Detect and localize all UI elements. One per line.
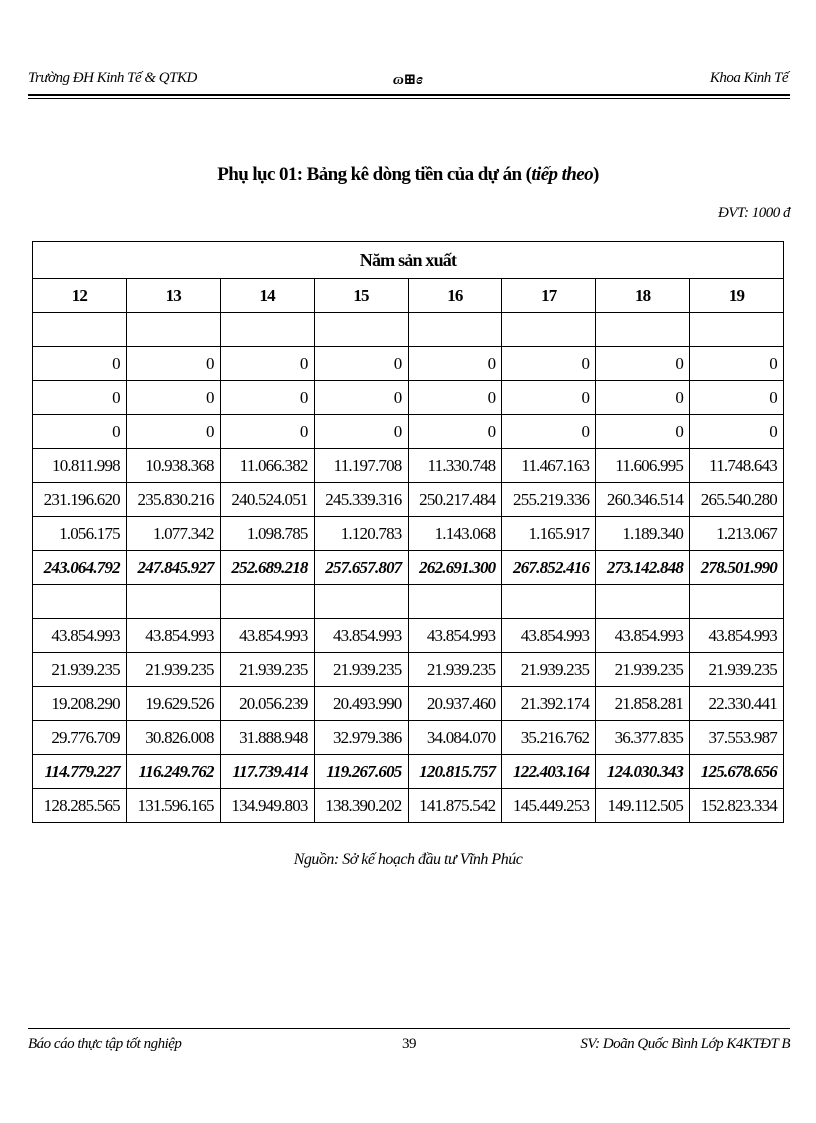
table-cell: 124.030.343 — [596, 755, 690, 789]
unit-label: ĐVT: 1000 đ — [717, 205, 790, 221]
table-cell: 0 — [314, 347, 408, 381]
cash-flow-table — [32, 241, 784, 823]
table-cell — [596, 313, 690, 347]
table-cell: 240.524.051 — [220, 483, 314, 517]
year-header: 18 — [596, 279, 690, 313]
table-cell: 0 — [690, 415, 784, 449]
table-cell: 19.208.290 — [33, 687, 127, 721]
table-cell: 250.217.484 — [408, 483, 502, 517]
table-cell: 257.657.807 — [314, 551, 408, 585]
table-cell: 260.346.514 — [596, 483, 690, 517]
table-cell: 278.501.990 — [690, 551, 784, 585]
page-number: 39 — [402, 1036, 416, 1052]
footer-report: Báo cáo thực tập tốt nghiệp — [28, 1036, 182, 1052]
table-cell: 30.826.008 — [126, 721, 220, 755]
table-cell: 120.815.757 — [408, 755, 502, 789]
table-cell — [33, 585, 127, 619]
table-cell: 11.606.995 — [596, 449, 690, 483]
table-cell: 20.493.990 — [314, 687, 408, 721]
table-cell: 21.939.235 — [596, 653, 690, 687]
table-cell — [502, 313, 596, 347]
table-cell — [690, 585, 784, 619]
table-cell: 20.937.460 — [408, 687, 502, 721]
title-italic: tiếp theo — [531, 164, 593, 185]
table-cell: 0 — [220, 347, 314, 381]
table-row — [33, 721, 784, 755]
table-cell: 141.875.542 — [408, 789, 502, 823]
table-cell: 0 — [596, 347, 690, 381]
table-cell: 1.056.175 — [33, 517, 127, 551]
table-row — [33, 415, 784, 449]
year-header: 12 — [33, 279, 127, 313]
year-header: 16 — [408, 279, 502, 313]
table-cell: 11.330.748 — [408, 449, 502, 483]
table-row — [33, 449, 784, 483]
table-row — [33, 585, 784, 619]
table-cell: 21.939.235 — [502, 653, 596, 687]
table-cell: 36.377.835 — [596, 721, 690, 755]
table-cell: 31.888.948 — [220, 721, 314, 755]
table-cell — [33, 313, 127, 347]
table-cell — [314, 313, 408, 347]
year-header: 13 — [126, 279, 220, 313]
table-cell: 0 — [502, 347, 596, 381]
table-cell: 122.403.164 — [502, 755, 596, 789]
table-cell: 1.189.340 — [596, 517, 690, 551]
table-cell — [596, 585, 690, 619]
table-cell: 125.678.656 — [690, 755, 784, 789]
table-cell: 273.142.848 — [596, 551, 690, 585]
table-cell: 134.949.803 — [220, 789, 314, 823]
source-note: Nguồn: Sở kế hoạch đầu tư Vĩnh Phúc — [293, 851, 523, 868]
footer-rule — [28, 1028, 790, 1029]
table-cell: 0 — [33, 415, 127, 449]
appendix-title — [0, 164, 816, 186]
table-cell — [220, 585, 314, 619]
table-cell: 43.854.993 — [220, 619, 314, 653]
table-cell: 43.854.993 — [690, 619, 784, 653]
table-cell: 1.213.067 — [690, 517, 784, 551]
table-cell: 262.691.300 — [408, 551, 502, 585]
table-cell: 231.196.620 — [33, 483, 127, 517]
table-cell: 21.939.235 — [690, 653, 784, 687]
table-cell: 145.449.253 — [502, 789, 596, 823]
table-cell — [126, 585, 220, 619]
table-cell: 0 — [126, 415, 220, 449]
table-cell — [408, 585, 502, 619]
table-cell: 43.854.993 — [126, 619, 220, 653]
table-cell — [314, 585, 408, 619]
table-cell — [126, 313, 220, 347]
table-cell: 0 — [690, 347, 784, 381]
table-cell: 32.979.386 — [314, 721, 408, 755]
table-cell: 11.197.708 — [314, 449, 408, 483]
table-cell: 1.120.783 — [314, 517, 408, 551]
table-cell: 245.339.316 — [314, 483, 408, 517]
table-cell: 267.852.416 — [502, 551, 596, 585]
table-cell: 0 — [33, 381, 127, 415]
title-close: ) — [592, 164, 599, 185]
table-cell: 247.845.927 — [126, 551, 220, 585]
table-cell: 43.854.993 — [408, 619, 502, 653]
table-cell: 21.939.235 — [314, 653, 408, 687]
table-cell: 19.629.526 — [126, 687, 220, 721]
table-cell — [220, 313, 314, 347]
table-cell: 43.854.993 — [33, 619, 127, 653]
table-cell — [690, 313, 784, 347]
table-cell: 138.390.202 — [314, 789, 408, 823]
table-cell: 0 — [502, 381, 596, 415]
year-header: 15 — [314, 279, 408, 313]
table-cell: 21.858.281 — [596, 687, 690, 721]
table-cell: 34.084.070 — [408, 721, 502, 755]
table-cell: 119.267.605 — [314, 755, 408, 789]
table-cell: 149.112.505 — [596, 789, 690, 823]
table-cell: 116.249.762 — [126, 755, 220, 789]
table-cell: 43.854.993 — [596, 619, 690, 653]
table-cell: 265.540.280 — [690, 483, 784, 517]
year-header: 14 — [220, 279, 314, 313]
table-cell: 21.939.235 — [220, 653, 314, 687]
table-cell: 29.776.709 — [33, 721, 127, 755]
table-cell: 21.392.174 — [502, 687, 596, 721]
table-cell: 43.854.993 — [502, 619, 596, 653]
table-cell: 0 — [596, 381, 690, 415]
table-cell: 0 — [314, 415, 408, 449]
table-cell: 117.739.414 — [220, 755, 314, 789]
table-cell: 152.823.334 — [690, 789, 784, 823]
table-cell: 11.748.643 — [690, 449, 784, 483]
header-faculty: Khoa Kinh Tế — [709, 70, 788, 86]
table-cell: 0 — [408, 347, 502, 381]
page-header — [28, 68, 788, 92]
header-rule-thin — [28, 98, 790, 99]
table-cell: 131.596.165 — [126, 789, 220, 823]
table-cell: 0 — [314, 381, 408, 415]
table-cell: 1.077.342 — [126, 517, 220, 551]
table-row — [33, 619, 784, 653]
table-cell: 0 — [690, 381, 784, 415]
table-cell: 22.330.441 — [690, 687, 784, 721]
table-cell: 252.689.218 — [220, 551, 314, 585]
group-header-row — [33, 242, 784, 279]
table-row — [33, 789, 784, 823]
table-cell: 128.285.565 — [33, 789, 127, 823]
table-row — [33, 381, 784, 415]
header-rule-thick — [28, 94, 790, 96]
production-year-header: Năm sản xuất — [33, 242, 784, 279]
table-row — [33, 313, 784, 347]
total-row — [33, 551, 784, 585]
table-cell: 0 — [220, 415, 314, 449]
table-cell: 1.098.785 — [220, 517, 314, 551]
table-cell: 0 — [502, 415, 596, 449]
table-row — [33, 517, 784, 551]
table-cell: 0 — [33, 347, 127, 381]
table-cell: 43.854.993 — [314, 619, 408, 653]
table-cell: 11.066.382 — [220, 449, 314, 483]
table-cell: 0 — [126, 381, 220, 415]
table-cell: 0 — [126, 347, 220, 381]
table-cell: 0 — [408, 415, 502, 449]
table-cell: 21.939.235 — [408, 653, 502, 687]
table-cell: 243.064.792 — [33, 551, 127, 585]
table-row — [33, 653, 784, 687]
total-row — [33, 755, 784, 789]
table-cell: 37.553.987 — [690, 721, 784, 755]
table-cell: 114.779.227 — [33, 755, 127, 789]
table-cell: 11.467.163 — [502, 449, 596, 483]
table-cell: 10.938.368 — [126, 449, 220, 483]
footer-student: SV: Doãn Quốc Bình Lớp K4KTĐT B — [580, 1036, 790, 1052]
table-cell: 21.939.235 — [126, 653, 220, 687]
table-cell — [408, 313, 502, 347]
table-cell: 1.165.917 — [502, 517, 596, 551]
table-cell: 235.830.216 — [126, 483, 220, 517]
year-header: 17 — [502, 279, 596, 313]
header-school: Trường ĐH Kinh Tế & QTKD — [28, 70, 197, 86]
table-cell: 0 — [596, 415, 690, 449]
table-cell: 0 — [408, 381, 502, 415]
table-row — [33, 347, 784, 381]
header-ornament: ɷ⊞ɞ — [392, 72, 424, 88]
table-cell: 20.056.239 — [220, 687, 314, 721]
page-footer — [28, 1036, 790, 1058]
year-header-row — [33, 279, 784, 313]
table-cell: 35.216.762 — [502, 721, 596, 755]
table-cell: 21.939.235 — [33, 653, 127, 687]
table-row — [33, 687, 784, 721]
table-cell: 0 — [220, 381, 314, 415]
table-cell: 255.219.336 — [502, 483, 596, 517]
title-main: Phụ lục 01: Bảng kê dòng tiền của dự án ( — [217, 164, 532, 185]
table-row — [33, 483, 784, 517]
table-cell: 10.811.998 — [33, 449, 127, 483]
table-cell: 1.143.068 — [408, 517, 502, 551]
year-header: 19 — [690, 279, 784, 313]
table-cell — [502, 585, 596, 619]
